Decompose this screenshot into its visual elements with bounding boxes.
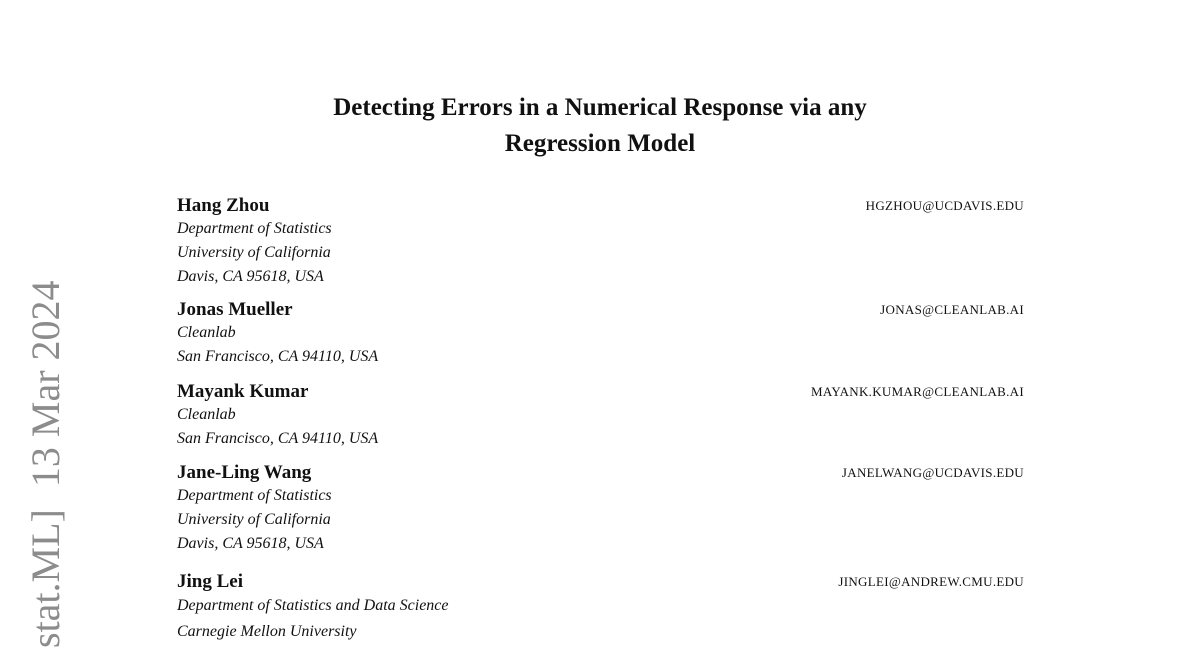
- affiliation-line: Department of Statistics: [177, 487, 332, 504]
- arxiv-category: stat.ML]: [23, 509, 68, 648]
- paper-title: [150, 90, 1050, 162]
- author-email[interactable]: MAYANK.KUMAR@CLEANLAB.AI: [811, 384, 1024, 399]
- author-name: Jonas Mueller: [177, 299, 293, 320]
- affiliation-line: Department of Statistics and Data Science: [177, 597, 449, 614]
- author-block-jonas-mueller: [177, 299, 1024, 369]
- author-email[interactable]: JONAS@CLEANLAB.AI: [880, 302, 1024, 317]
- author-email[interactable]: HGZHOU@UCDAVIS.EDU: [865, 198, 1024, 213]
- affiliation-line: Department of Statistics: [177, 220, 332, 237]
- author-name: Mayank Kumar: [177, 381, 309, 402]
- author-name: Jing Lei: [177, 571, 243, 592]
- affiliation-line: University of California: [177, 244, 331, 261]
- title-line-1: Detecting Errors in a Numerical Response via any: [333, 94, 867, 121]
- affiliation-line: San Francisco, CA 94110, USA: [177, 430, 379, 447]
- arxiv-stamp: [24, 280, 68, 648]
- author-block-mayank-kumar: [177, 381, 1024, 451]
- affiliation-line: San Francisco, CA 94110, USA: [177, 348, 379, 365]
- title-line-2: Regression Model: [504, 130, 696, 157]
- author-email[interactable]: JANELWANG@UCDAVIS.EDU: [841, 465, 1024, 480]
- author-block-jing-lei: [177, 571, 1024, 645]
- affiliation-line: University of California: [177, 511, 331, 528]
- author-block-jane-ling-wang: [177, 462, 1024, 556]
- author-name: Jane-Ling Wang: [177, 462, 312, 483]
- affiliation-line: Carnegie Mellon University: [177, 623, 357, 640]
- author-email[interactable]: JINGLEI@ANDREW.CMU.EDU: [838, 574, 1024, 589]
- arxiv-date: 13 Mar 2024: [23, 280, 68, 488]
- author-name: Hang Zhou: [177, 195, 270, 216]
- affiliation-line: Cleanlab: [177, 406, 236, 423]
- affiliation-line: Davis, CA 95618, USA: [177, 268, 324, 285]
- affiliation-line: Cleanlab: [177, 324, 236, 341]
- affiliation-line: Davis, CA 95618, USA: [177, 535, 324, 552]
- author-block-hang-zhou: [177, 195, 1024, 289]
